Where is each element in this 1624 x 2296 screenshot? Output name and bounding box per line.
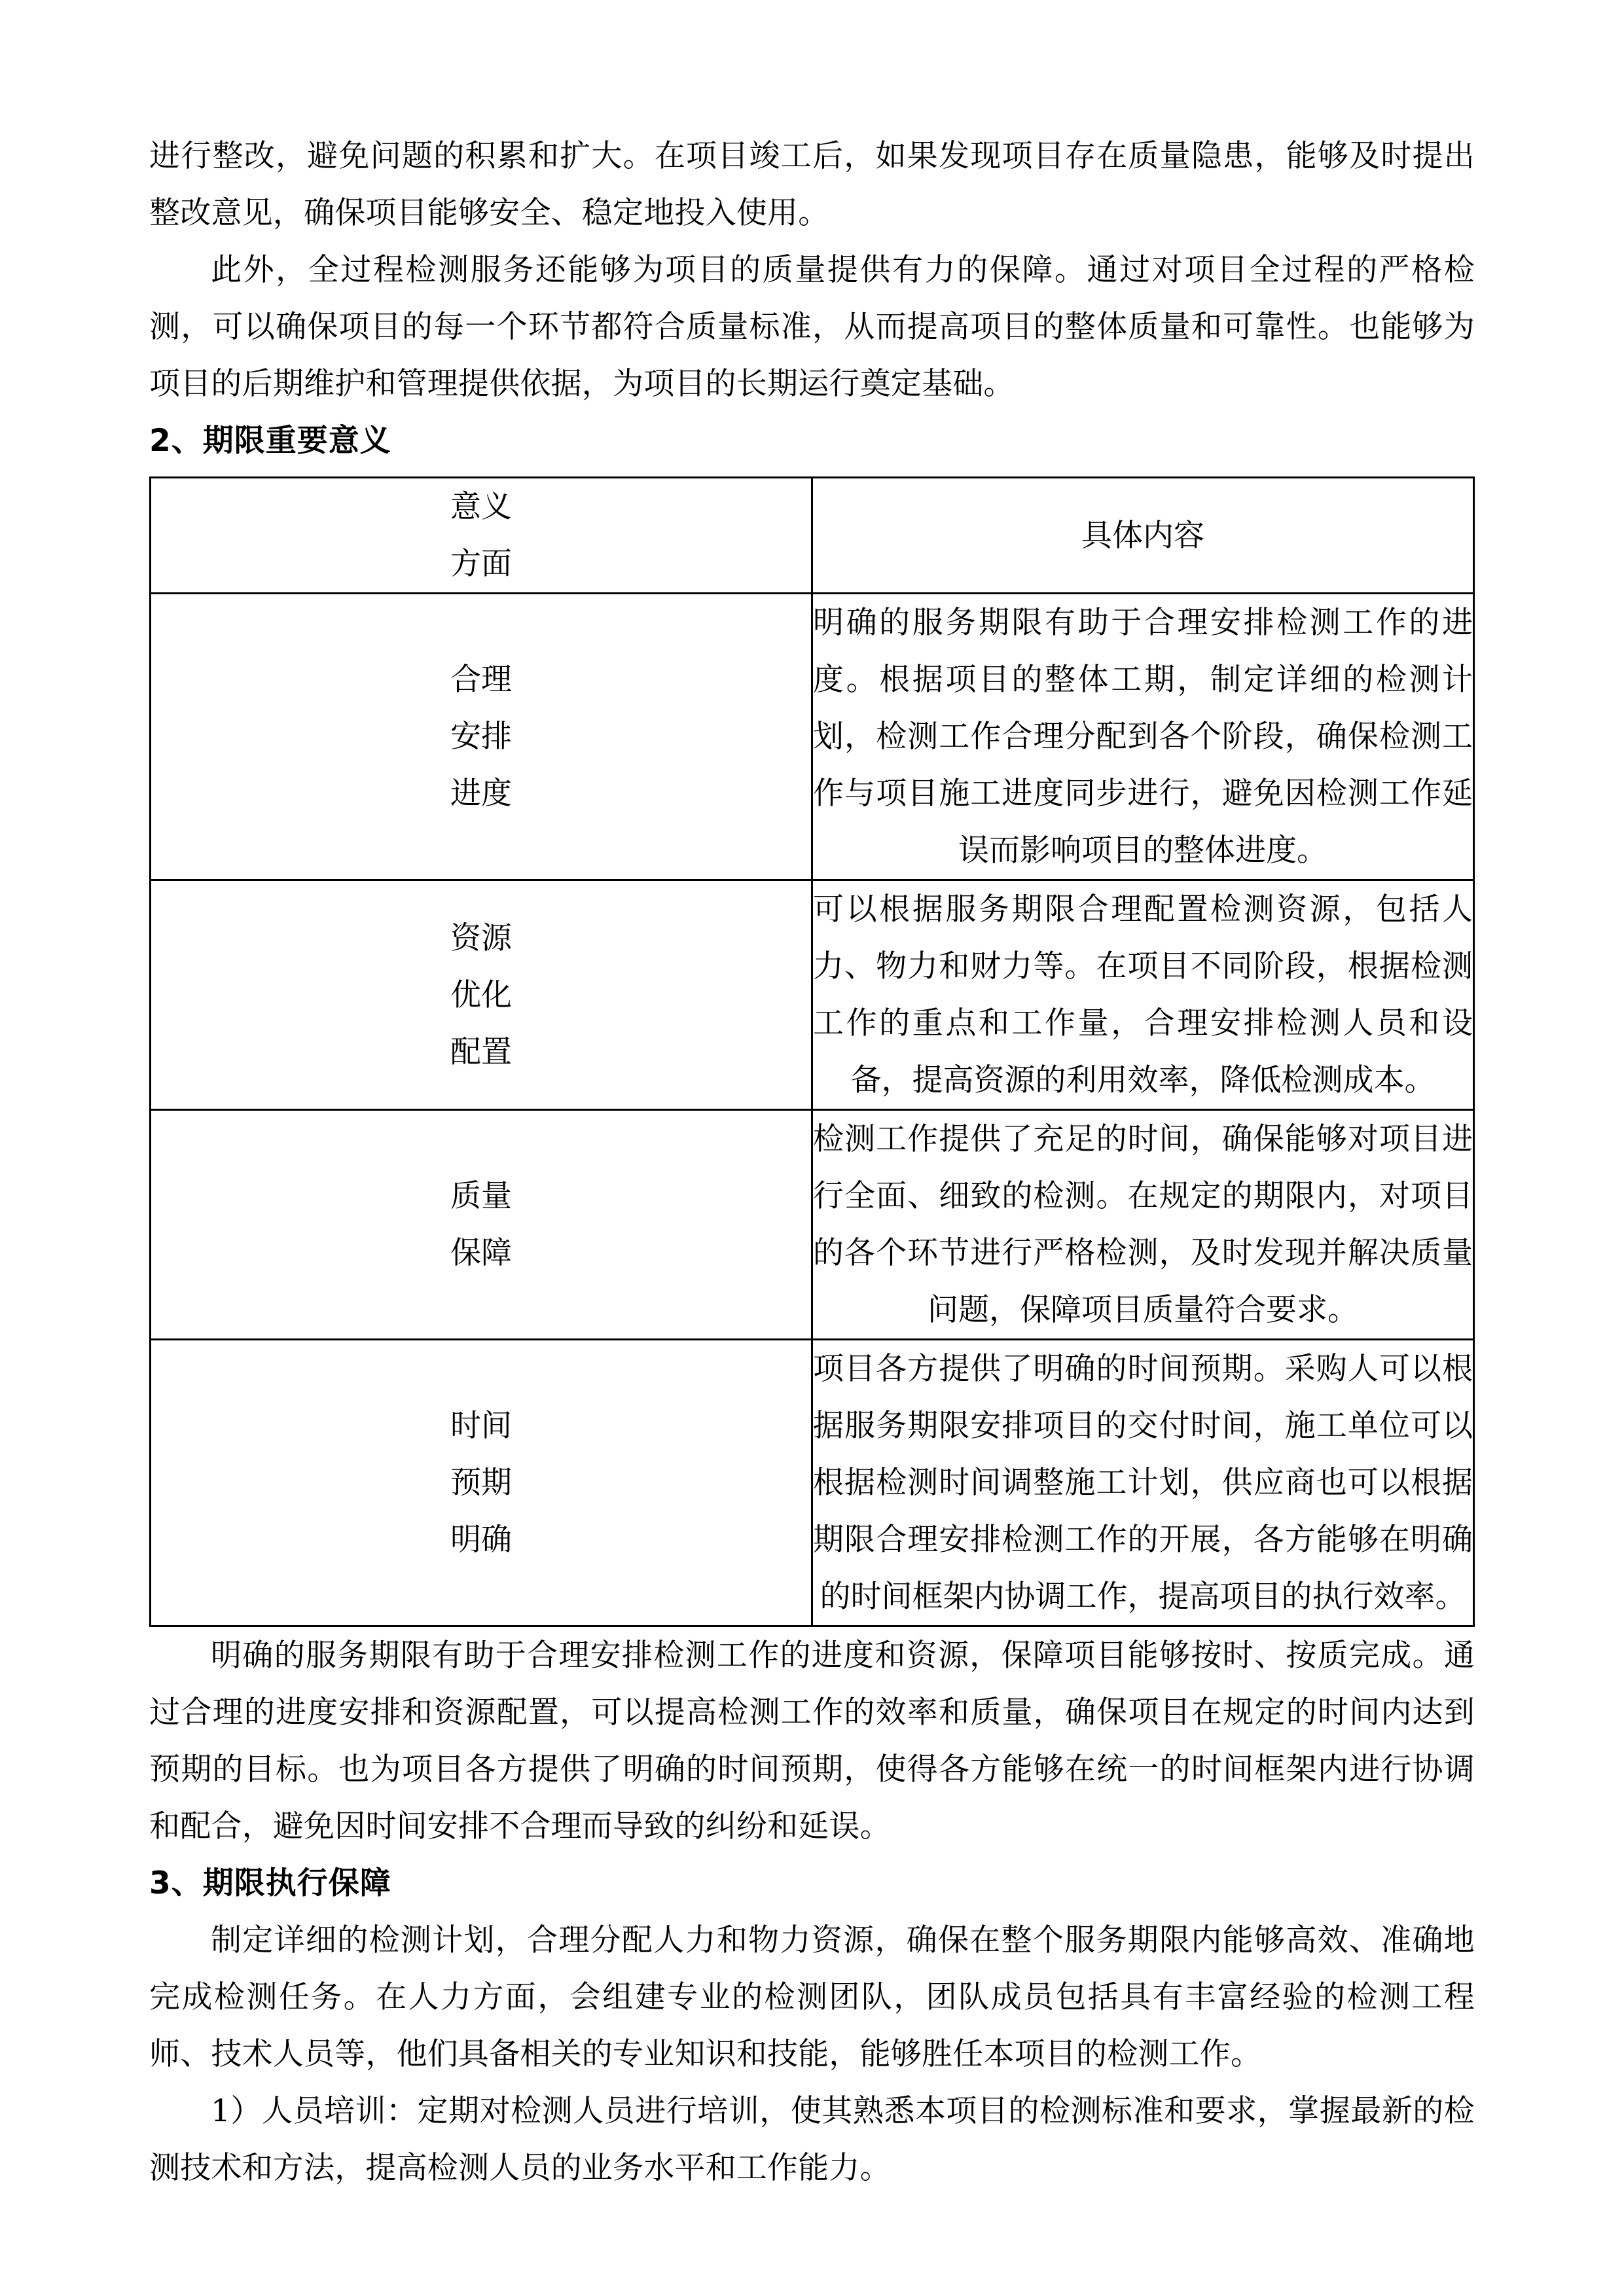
header-aspect-line-2: 方面 [450,546,512,582]
header-aspect-line-1: 意义 [450,489,512,525]
aspect-line-2: 安排 [450,719,512,755]
table-header-aspect [151,478,812,594]
table-cell-aspect [151,880,812,1110]
table-header-content: 具体内容 [812,478,1474,594]
paragraph-continuation: 进行整改，避免问题的积累和扩大。在项目竣工后，如果发现项目存在质量隐患，能够及时提出整改意见，确保项目能够安全、稳定地投入使用。 [149,138,1475,231]
table-row [151,1340,1474,1626]
table-row [151,1110,1474,1340]
section-heading-2: 2、期限重要意义 [149,423,391,459]
aspect-line-2: 优化 [450,977,512,1013]
paragraph-after-table: 明确的服务期限有助于合理安排检测工作的进度和资源，保障项目能够按时、按质完成。通过合理的进度安排和资源配置，可以提高检测工作的效率和质量，确保项目在规定的时间内达到预期的目标。也为项目各方提供了明确的时间预期，使得各方能够在统一的时间框架内进行协调和配合，避免因时间安排不合理而导致的纠纷和延误。 [149,1638,1475,1844]
table-row [151,594,1474,880]
aspect-line-1: 合理 [450,662,512,698]
table-cell-content: 可以根据服务期限合理配置检测资源，包括人力、物力和财力等。在项目不同阶段，根据检测工作的重点和工作量，合理安排检测人员和设备，提高资源的利用效率，降低检测成本。 [812,880,1474,1110]
aspect-line-3: 配置 [450,1033,512,1070]
table-cell-aspect [151,1110,812,1340]
table-cell-aspect [151,1340,812,1626]
aspect-line-2: 预期 [450,1465,512,1501]
document-body [149,128,1475,2197]
table-cell-content: 明确的服务期限有助于合理安排检测工作的进度。根据项目的整体工期，制定详细的检测计划，检测工作合理分配到各个阶段，确保检测工作与项目施工进度同步进行，避免因检测工作延误而影响项目的整体进度。 [812,594,1474,880]
aspect-line-3: 明确 [450,1522,512,1558]
table-row [151,880,1474,1110]
section-heading-3: 3、期限执行保障 [149,1865,391,1901]
meaning-table-wrapper [149,476,1475,1627]
table-cell-content: 检测工作提供了充足的时间，确保能够对项目进行全面、细致的检测。在规定的期限内，对项目的各个环节进行严格检测，及时发现并解决质量问题，保障项目质量符合要求。 [812,1110,1474,1340]
aspect-line-2: 保障 [450,1235,512,1271]
table-header-row [151,478,1474,594]
aspect-line-1: 资源 [450,920,512,956]
paragraph-additional-benefit: 此外，全过程检测服务还能够为项目的质量提供有力的保障。通过对项目全过程的严格检测，可以确保项目的每一个环节都符合质量标准，从而提高项目的整体质量和可靠性。也能够为项目的后期维护和管理提供依据，为项目的长期运行奠定基础。 [149,252,1475,402]
paragraph-execution-plan: 制定详细的检测计划，合理分配人力和物力资源，确保在整个服务期限内能够高效、准确地完成检测任务。在人力方面，会组建专业的检测团队，团队成员包括具有丰富经验的检测工程师、技术人员等，他们具备相关的专业知识和技能，能够胜任本项目的检测工作。 [149,1922,1475,2072]
table-cell-aspect [151,594,812,880]
table-cell-content: 项目各方提供了明确的时间预期。采购人可以根据服务期限安排项目的交付时间，施工单位可以根据检测时间调整施工计划，供应商也可以根据期限合理安排检测工作的开展，各方能够在明确的时间框架内协调工作，提高项目的执行效率。 [812,1340,1474,1626]
aspect-line-3: 进度 [450,776,512,812]
aspect-line-1: 质量 [450,1178,512,1214]
aspect-line-1: 时间 [450,1408,512,1444]
meaning-table [149,476,1475,1627]
paragraph-personnel-training: 1）人员培训：定期对检测人员进行培训，使其熟悉本项目的检测标准和要求，掌握最新的检测技术和方法，提高检测人员的业务水平和工作能力。 [149,2093,1475,2186]
